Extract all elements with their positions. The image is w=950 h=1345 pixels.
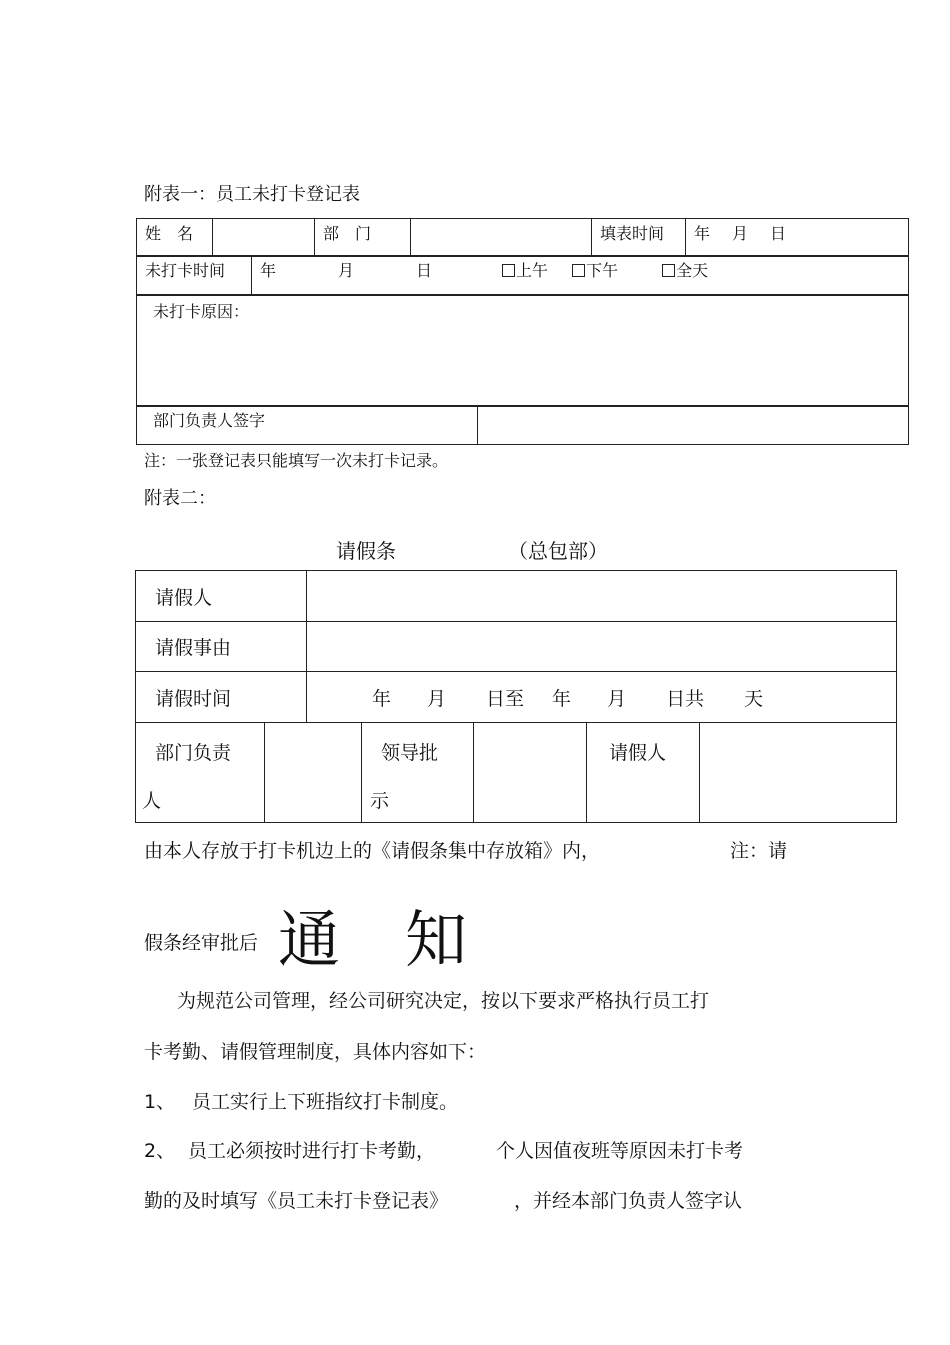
applicant2-label-cell: [587, 723, 700, 823]
form1-title: 附表一：员工未打卡登记表: [144, 184, 360, 205]
leave-month-from: 月: [427, 687, 447, 710]
leave-day-total: 日共: [666, 687, 705, 710]
notice-intro-line1: 为规范公司管理，经公司研究决定，按以下要求严格执行员工打: [177, 990, 710, 1012]
leave-footer-note: 注：请: [730, 840, 788, 862]
leave-reason-field[interactable]: [307, 622, 897, 672]
leader-label-line2: 示: [370, 790, 390, 812]
leave-day-to: 日至: [486, 687, 525, 710]
missed-punch-form: [136, 218, 909, 257]
item1-text: 员工实行上下班指纹打卡制度。: [192, 1091, 459, 1113]
missed-time-label: 未打卡时间: [145, 261, 226, 280]
reason-label: 未打卡原因：: [153, 302, 250, 321]
fill-day: 日: [770, 224, 787, 243]
missed-time-field[interactable]: [252, 256, 909, 296]
leave-days: 天: [744, 687, 764, 710]
applicant-label: 请假人: [155, 586, 213, 609]
reason-field[interactable]: [137, 295, 909, 407]
form2-section-label: 附表二：: [144, 488, 216, 509]
item1-number: 1、: [144, 1091, 176, 1113]
dept-head-label-cell: [136, 723, 265, 823]
leader-sign-field[interactable]: [474, 723, 587, 823]
notice-title-char1: 通: [278, 903, 341, 976]
name-field[interactable]: [213, 219, 315, 257]
item2-text-b: 个人因值夜班等原因未打卡考: [496, 1140, 744, 1162]
missed-punch-form-row4: [136, 405, 909, 445]
signature-label: 部门负责人签字: [153, 411, 266, 430]
notice-title-char2: 知: [405, 903, 468, 976]
item2-text-a: 员工必须按时进行打卡考勤，: [188, 1140, 436, 1162]
name-label-cell: [137, 219, 213, 257]
form1-note: 注：一张登记表只能填写一次未打卡记录。: [144, 451, 449, 470]
dept-head-label-line2: 人: [142, 790, 162, 812]
fill-month: 月: [732, 224, 749, 243]
dept-field[interactable]: [411, 219, 592, 257]
full-day-label: 全天: [676, 261, 709, 280]
signature-label-cell: [137, 406, 478, 445]
leader-label-cell: [362, 723, 474, 823]
pm-label: 下午: [586, 261, 619, 280]
item2-line2-a: 勤的及时填写《员工未打卡登记表》: [144, 1190, 449, 1212]
item2-number: 2、: [144, 1140, 176, 1162]
leave-footer-text: 由本人存放于打卡机边上的《请假条集中存放箱》内，: [144, 840, 601, 862]
leave-year-from: 年: [372, 687, 392, 710]
missed-year: 年: [260, 261, 277, 280]
applicant2-sign-field[interactable]: [700, 723, 897, 823]
fill-time-label: 填表时间: [600, 224, 665, 243]
leave-time-label-cell: [136, 672, 307, 723]
missed-punch-form-row2: [136, 255, 909, 296]
leave-form-approvals: [135, 722, 897, 823]
pm-checkbox[interactable]: [572, 264, 585, 277]
dept-head-label-line1: 部门负责: [155, 742, 232, 764]
item2-line2-b: ，并经本部门负责人签字认: [514, 1190, 743, 1212]
leave-form: [135, 570, 897, 723]
notice-intro-line2: 卡考勤、请假管理制度，具体内容如下：: [144, 1041, 487, 1063]
fill-year: 年: [694, 224, 711, 243]
missed-time-label-cell: [137, 256, 252, 296]
applicant-field[interactable]: [307, 571, 897, 622]
leave-form-title: 请假条: [336, 539, 396, 563]
dept-label-cell: [315, 219, 411, 257]
leave-month-to: 月: [607, 687, 627, 710]
applicant-label-cell: [136, 571, 307, 622]
leave-reason-label: 请假事由: [155, 637, 232, 659]
fill-time-label-cell: [592, 219, 686, 257]
leader-label-line1: 领导批: [381, 742, 439, 764]
full-day-checkbox[interactable]: [662, 264, 675, 277]
applicant2-label: 请假人: [609, 742, 667, 764]
signature-field[interactable]: [478, 406, 909, 445]
leave-time-label: 请假时间: [155, 687, 232, 710]
missed-day: 日: [416, 261, 433, 280]
am-label: 上午: [516, 261, 549, 280]
leave-time-field[interactable]: [307, 672, 897, 723]
am-checkbox[interactable]: [502, 264, 515, 277]
dept-label: 部 门: [323, 224, 372, 243]
leave-year-to: 年: [552, 687, 572, 710]
missed-month: 月: [338, 261, 355, 280]
name-label: 姓 名: [145, 224, 194, 243]
leave-reason-label-cell: [136, 622, 307, 672]
leave-footer-line2: 假条经审批后: [144, 932, 259, 954]
dept-head-sign-field[interactable]: [265, 723, 362, 823]
missed-punch-form-row3: [136, 294, 909, 407]
leave-form-subtitle: （总包部）: [508, 539, 608, 563]
fill-time-field[interactable]: [686, 219, 909, 257]
